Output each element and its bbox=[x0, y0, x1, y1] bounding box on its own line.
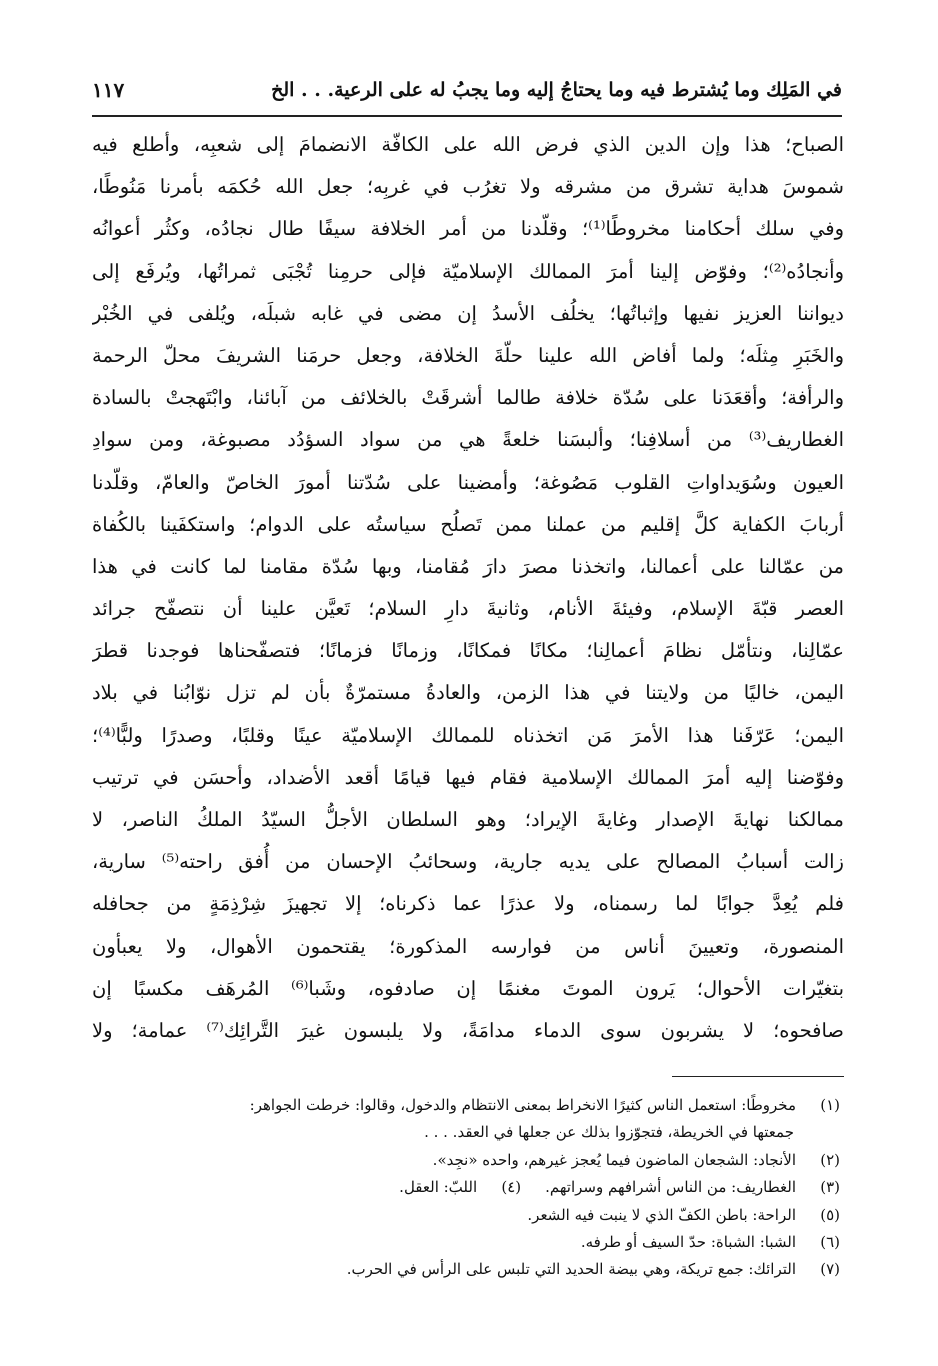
text-line: شموسَ هداية تشرق من مشرقه ولا تغرُب في غربِه؛ جعل الله حُكمَه بأمرنا مَنُوطًا، bbox=[92, 175, 844, 199]
text-line: وأنجادُه⁽²⁾؛ وفوّض إلينا أمرَ الممالك الإسلاميّة فإلى حرمِنا تُجْبَى ثمراتُها، ويُرفَع إلى bbox=[92, 259, 844, 283]
text-line: اليمن، خاليًا من ولايتنا في هذا الزمن، والعادةُ مستمرّةٌ بأن لم تزل نوّابُنا في بلاد bbox=[92, 681, 844, 705]
footnote-6 bbox=[92, 1229, 840, 1256]
text-line: المنصورة، وتعيينَ أناس من فوارسه المذكورة؛ يقتحمون الأهوال، ولا يعبأون bbox=[92, 934, 844, 958]
text-line: من عمّالنا على أعمالنا، واتخذنا مصرَ دارَ مُقامنا، وبها سُدّة مقامنا لما كانت في هذا bbox=[92, 554, 844, 578]
footnote-2 bbox=[92, 1147, 840, 1174]
text-line: أربابَ الكفاية كلَّ إقليم من عملنا ممن تَصلُح سياستُه على الدوام؛ واستكفَينا بالكُفاة bbox=[92, 512, 844, 536]
footnote-text: الراحة: باطن الكفّ الذي لا ينبت فيه الشعر. bbox=[527, 1205, 796, 1224]
footnote-text: جمعتها في الخريطة، فتجوّزوا بذلك عن جعلها في العقد. . . . bbox=[424, 1123, 794, 1142]
text-line: الصباح؛ هذا وإن الدين الذي فرض الله على الكافّة الانضمامَ إلى شعبِه، وأطلع فيه bbox=[92, 133, 844, 156]
footnote-1 bbox=[92, 1092, 840, 1119]
footnote-text: الشبا: الشباة: حدّ السيف أو طرفه. bbox=[580, 1232, 796, 1251]
running-title: في المَلِك وما يُشترط فيه وما يحتاجُ إليه وما يجبُ له على الرعية. . . الخ bbox=[271, 79, 842, 101]
footnote-number: (٥) bbox=[820, 1205, 840, 1224]
running-header bbox=[92, 70, 842, 110]
text-line: وفوّضنا إليه أمرَ الممالك الإسلامية فقام فيها قيامًا أقعد الأضداد، وأحسَن في ترتيب bbox=[92, 765, 844, 789]
text-line: والرأفة؛ وأقعَدَنا على سُدّة خلافة طالما أشرقَتْ بالخلائف من آبائنا، وابْتَهجتْ بالسادة bbox=[92, 386, 844, 410]
text-line: ممالكنا نهايةَ الإصدار وغايةَ الإيراد؛ وهو السلطان الأجلُّ السيّدُ الملكُ الناصر، لا bbox=[92, 808, 844, 831]
footnote-rule bbox=[672, 1076, 844, 1077]
text-line: وفي سلك أحكامنا مخروطًا⁽¹⁾؛ وقلّدنا من أمر الخلافة سيفًا طال نجادُه، وكثُر أعوانُه bbox=[92, 217, 844, 241]
footnote-number: (٣) bbox=[820, 1178, 840, 1197]
footnotes bbox=[92, 1092, 840, 1284]
footnote-number: (٢) bbox=[820, 1150, 840, 1169]
text-line: زالت أسبابُ المصالح على يديه جارية، وسحائبُ الإحسان من أُفق راحته⁽⁵⁾ سارية، bbox=[92, 850, 844, 874]
main-text bbox=[92, 124, 844, 1052]
text-line: العصر قبّةَ الإسلام، وفيئةَ الأنام، وثانيةَ دارِ السلام؛ تَعيَّن علينا أن نتصفّح جرائد bbox=[92, 597, 844, 621]
footnote-1-continuation bbox=[92, 1119, 840, 1146]
header-rule bbox=[92, 115, 842, 117]
page-number: ١١٧ bbox=[92, 78, 125, 102]
text-line: بتغيّرات الأحوال؛ يَرون الموتَ مغنمًا إن صادفوه، وشَبا⁽⁶⁾ المُرهَف مكسبًا إن bbox=[92, 976, 844, 1000]
text-line: اليمن؛ عَرّفَنا هذا الأمرَ مَن اتخذناه للممالك الإسلاميّة عينًا وقلبًا، وصدرًا ولبًّا⁽⁴⁾؛ bbox=[92, 723, 844, 747]
text-line: والخَبَرِ مِثلَه؛ ولما أفاض الله علينا حلّةَ الخلافة، وجعل حرمَنا الشريفَ محلّ الرحمة bbox=[92, 343, 844, 367]
text-line: فلم يُعِدَّ جوابًا لما رسمناه، ولا عذرًا عما ذكرناه؛ إلا تجهيزَ شِرْذِمَةٍ من جحافله bbox=[92, 892, 844, 916]
footnote-number: (٧) bbox=[820, 1260, 840, 1279]
text-line: ديواننا العزيز نفيها وإثباتُها؛ يخلُف الأسدُ إن مضى في غابه شبلَه، ويُلفى في الخُبْر bbox=[92, 301, 844, 325]
footnote-5 bbox=[92, 1202, 840, 1229]
text-line: الغطاريف⁽³⁾ من أسلافِنا؛ وألبسَنا خلعةً هي من سواد السؤدُد مصبوغة، ومن سوادِ bbox=[92, 428, 844, 452]
footnote-number: (٤) bbox=[501, 1178, 522, 1197]
footnote-text: اللبّ: العقل. bbox=[399, 1178, 478, 1197]
footnote-text: الغطاريف: من الناس أشرافهم وسراتهم. bbox=[545, 1178, 796, 1197]
footnote-text: مخروطًا: استعمل الناس كثيرًا الانخراط بمعنى الانتظام والدخول، وقالوا: خرطت الجواهر: bbox=[249, 1096, 796, 1114]
footnote-number: (٦) bbox=[820, 1232, 840, 1251]
text-line: العيون وسُوَيداواتِ القلوب مَصُوغة؛ وأمضينا على سُدّتنا أمورَ الخاصّ والعامّ، وقلّدنا bbox=[92, 470, 844, 494]
text-line: عمّالِنا، ونتأمّل نظامَ أعمالِنا؛ مكانًا فمكانًا، وزمانًا فزمانًا؛ فتصفّحناها فوجدنا قطرَ bbox=[92, 639, 844, 663]
text-line: صافحوه؛ لا يشربون سوى الدماء مدامَةً، ولا يلبسون غيرَ التَّرائِك⁽⁷⁾ عمامة؛ ولا bbox=[92, 1018, 844, 1042]
footnote-7 bbox=[92, 1256, 840, 1283]
footnote-text: الترائك: جمع تريكة، وهي بيضة الحديد التي تلبس على الرأس في الحرب. bbox=[346, 1260, 796, 1279]
footnote-text: الأنجاد: الشجعان الماضون فيما يُعجز غيرهم، واحده «نجِد». bbox=[432, 1150, 796, 1169]
footnote-3-4 bbox=[92, 1174, 840, 1201]
footnote-number: (١) bbox=[820, 1096, 840, 1114]
